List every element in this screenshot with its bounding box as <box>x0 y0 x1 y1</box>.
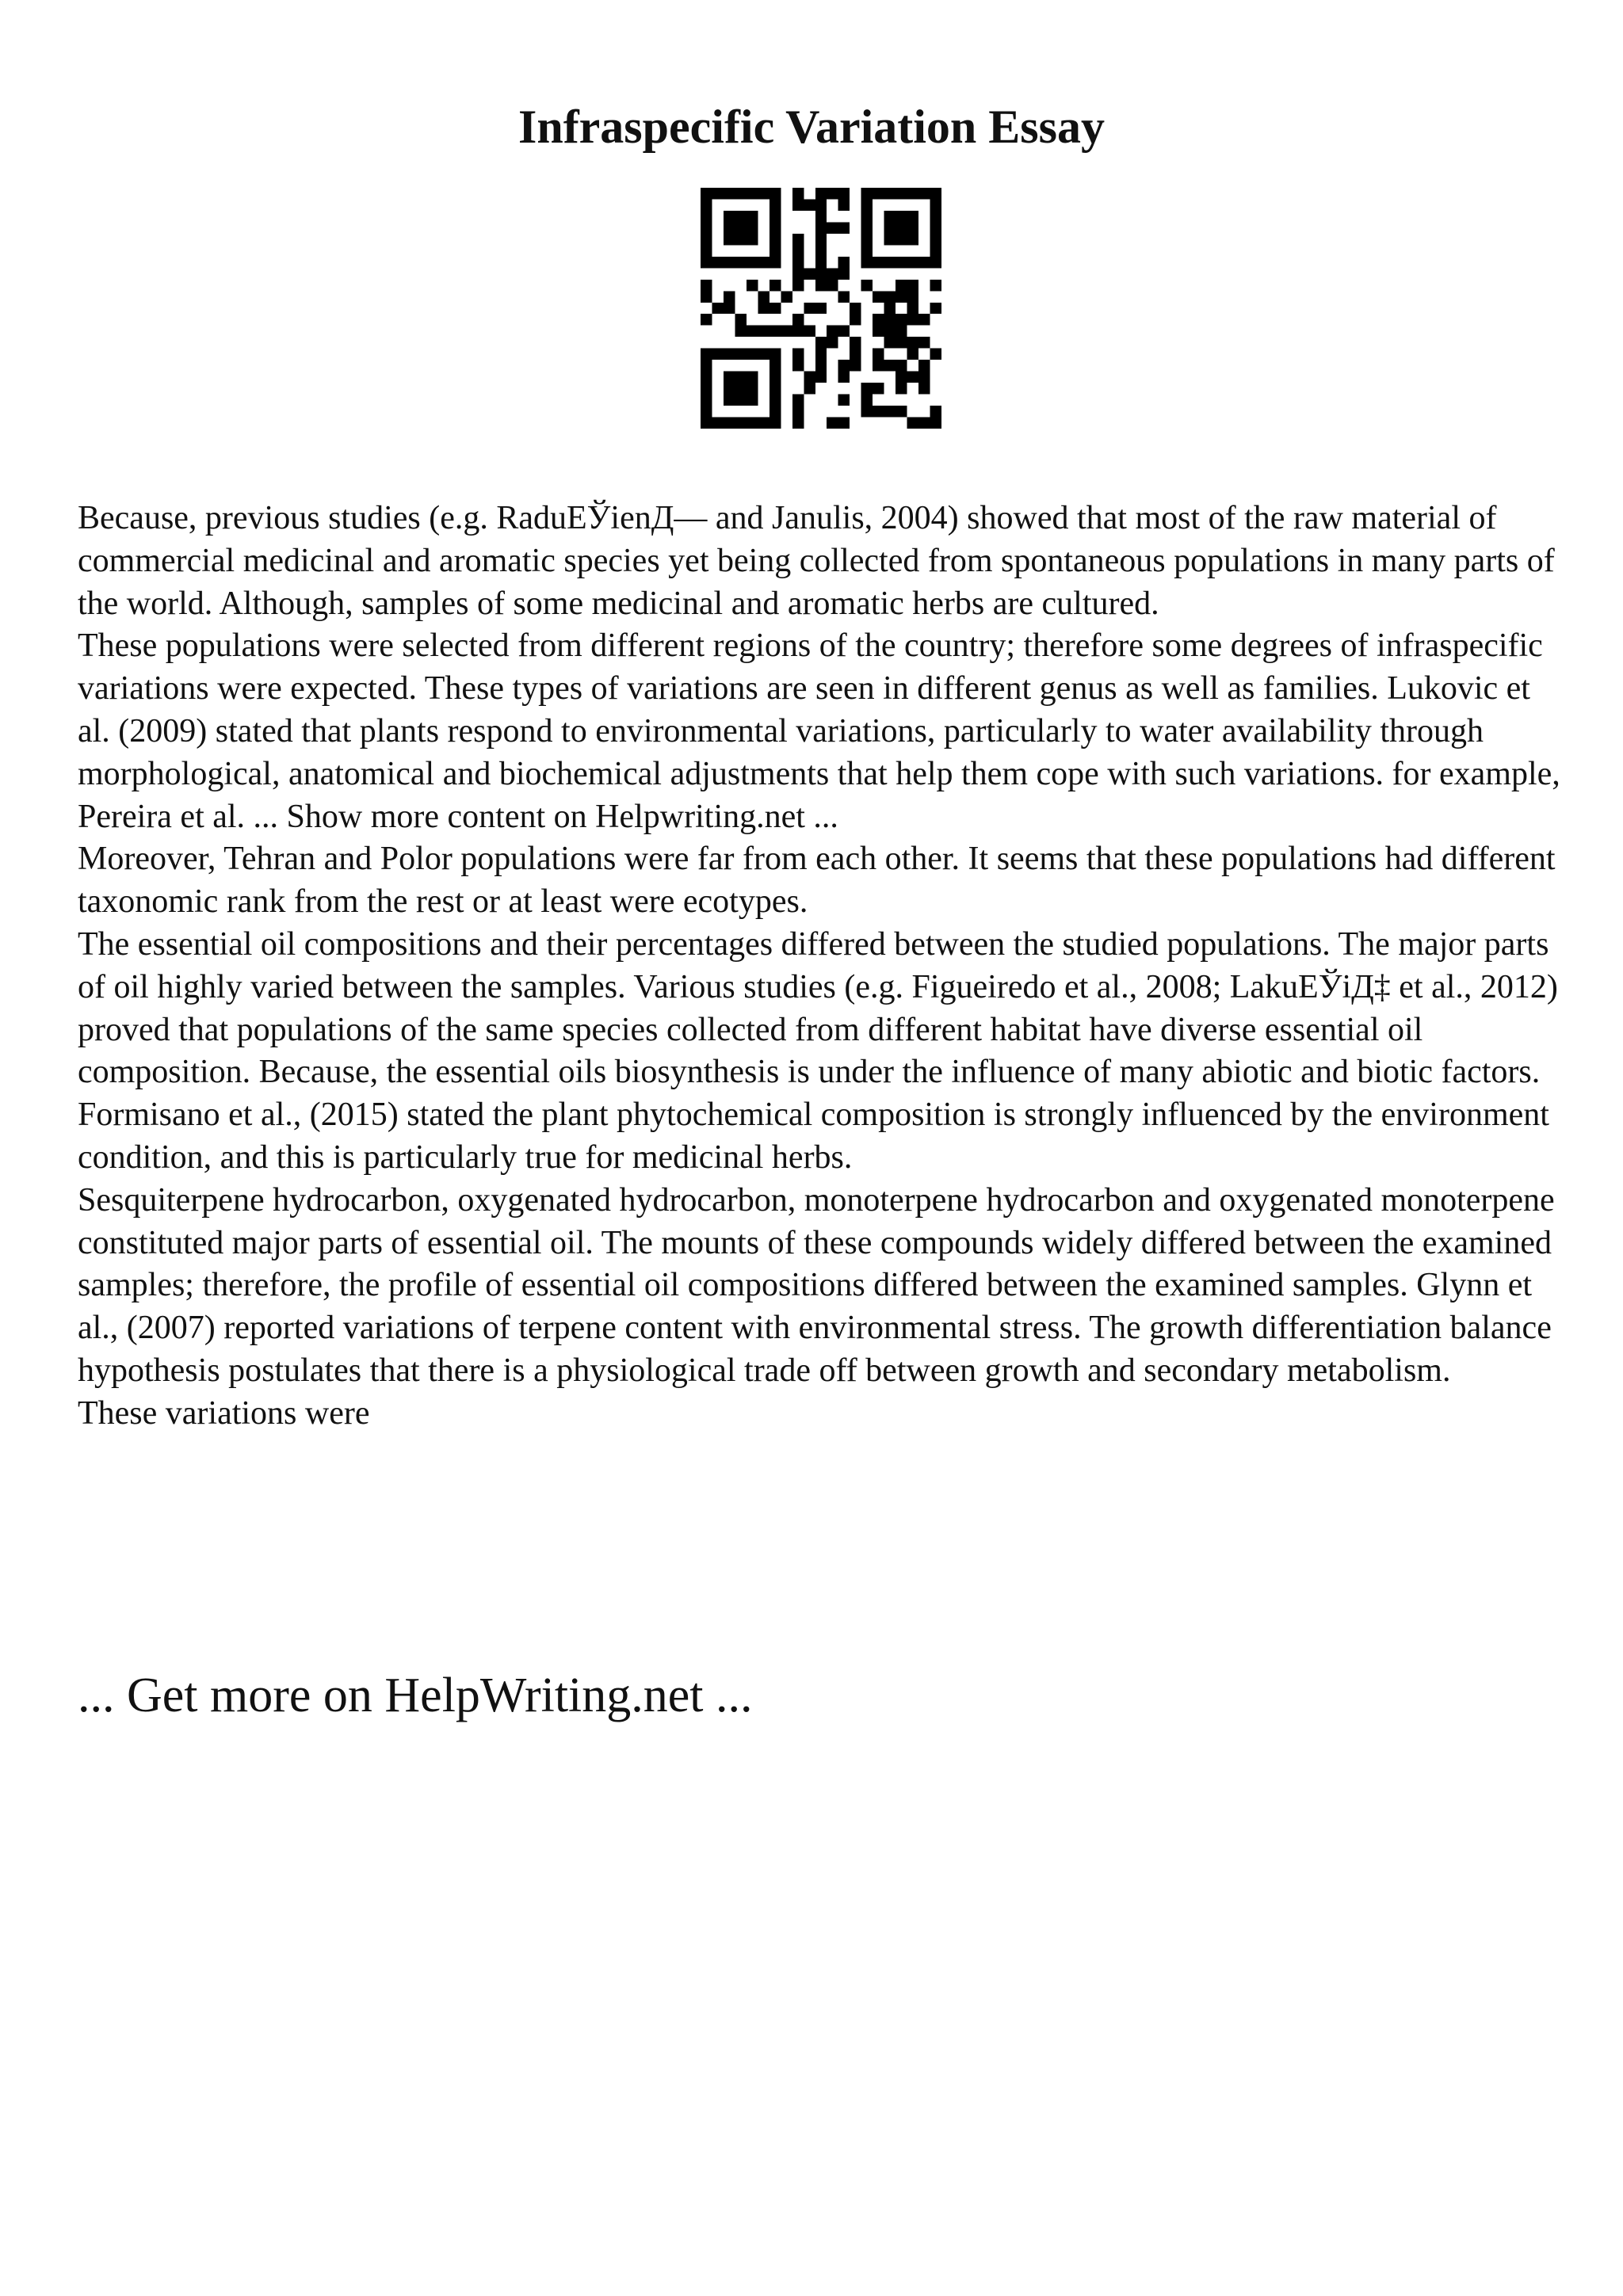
qr-code-graphic <box>701 188 941 429</box>
document-title: Infraspecific Variation Essay <box>517 101 1106 153</box>
essay-paragraph: These populations were selected from different regions of the country; therefore some degrees of infraspecific variations were expected. These types of variations are seen in different genus as well as families. Lukovic et al. (2009) stated that plants respond to environmental variations, particularly to water availability through morphological, anatomical and biochemical adjustments that help them cope with such variations. for example, Pereira et al. ... Show more content on Helpwriting.net ... <box>78 627 1560 835</box>
essay-paragraph: Because, previous studies (e.g. RaduЕЎienД— and Janulis, 2004) showed that most of the raw material of commercial medicinal and aromatic species yet being collected from spontaneous populations in many parts of the world. Although, samples of some medicinal and aromatic herbs are cultured. <box>78 500 1555 622</box>
get-more-link[interactable]: ... Get more on HelpWriting.net ... <box>78 1669 753 1722</box>
essay-body <box>78 498 1568 1436</box>
qr-code-icon <box>701 188 941 429</box>
essay-paragraph: The essential oil compositions and their percentages differed between the studied populations. The major parts of oil highly varied between the samples. Various studies (e.g. Figueiredo et al., 2008; LakuЕЎiД‡ et al., 2012) proved that populations of the same species collected from different habitat have diverse essential oil composition. Because, the essential oils biosynthesis is under the influence of many abiotic and biotic factors. Formisano et al., (2015) stated the plant phytochemical composition is strongly influenced by the environment condition, and this is particularly true for medicinal herbs. <box>78 925 1558 1176</box>
essay-paragraph: Sesquiterpene hydrocarbon, oxygenated hydrocarbon, monoterpene hydrocarbon and oxygenated monoterpene constituted major parts of essential oil. The mounts of these compounds widely differed between the examined samples; therefore, the profile of essential oil compositions differed between the examined samples. Glynn et al., (2007) reported variations of terpene content with environmental stress. The growth differentiation balance hypothesis postulates that there is a physiological trade off between growth and secondary metabolism. <box>78 1181 1555 1389</box>
essay-paragraph: These variations were <box>78 1394 370 1432</box>
essay-paragraph: Moreover, Tehran and Polor populations were far from each other. It seems that these populations had different taxonomic rank from the rest or at least were ecotypes. <box>78 841 1556 921</box>
